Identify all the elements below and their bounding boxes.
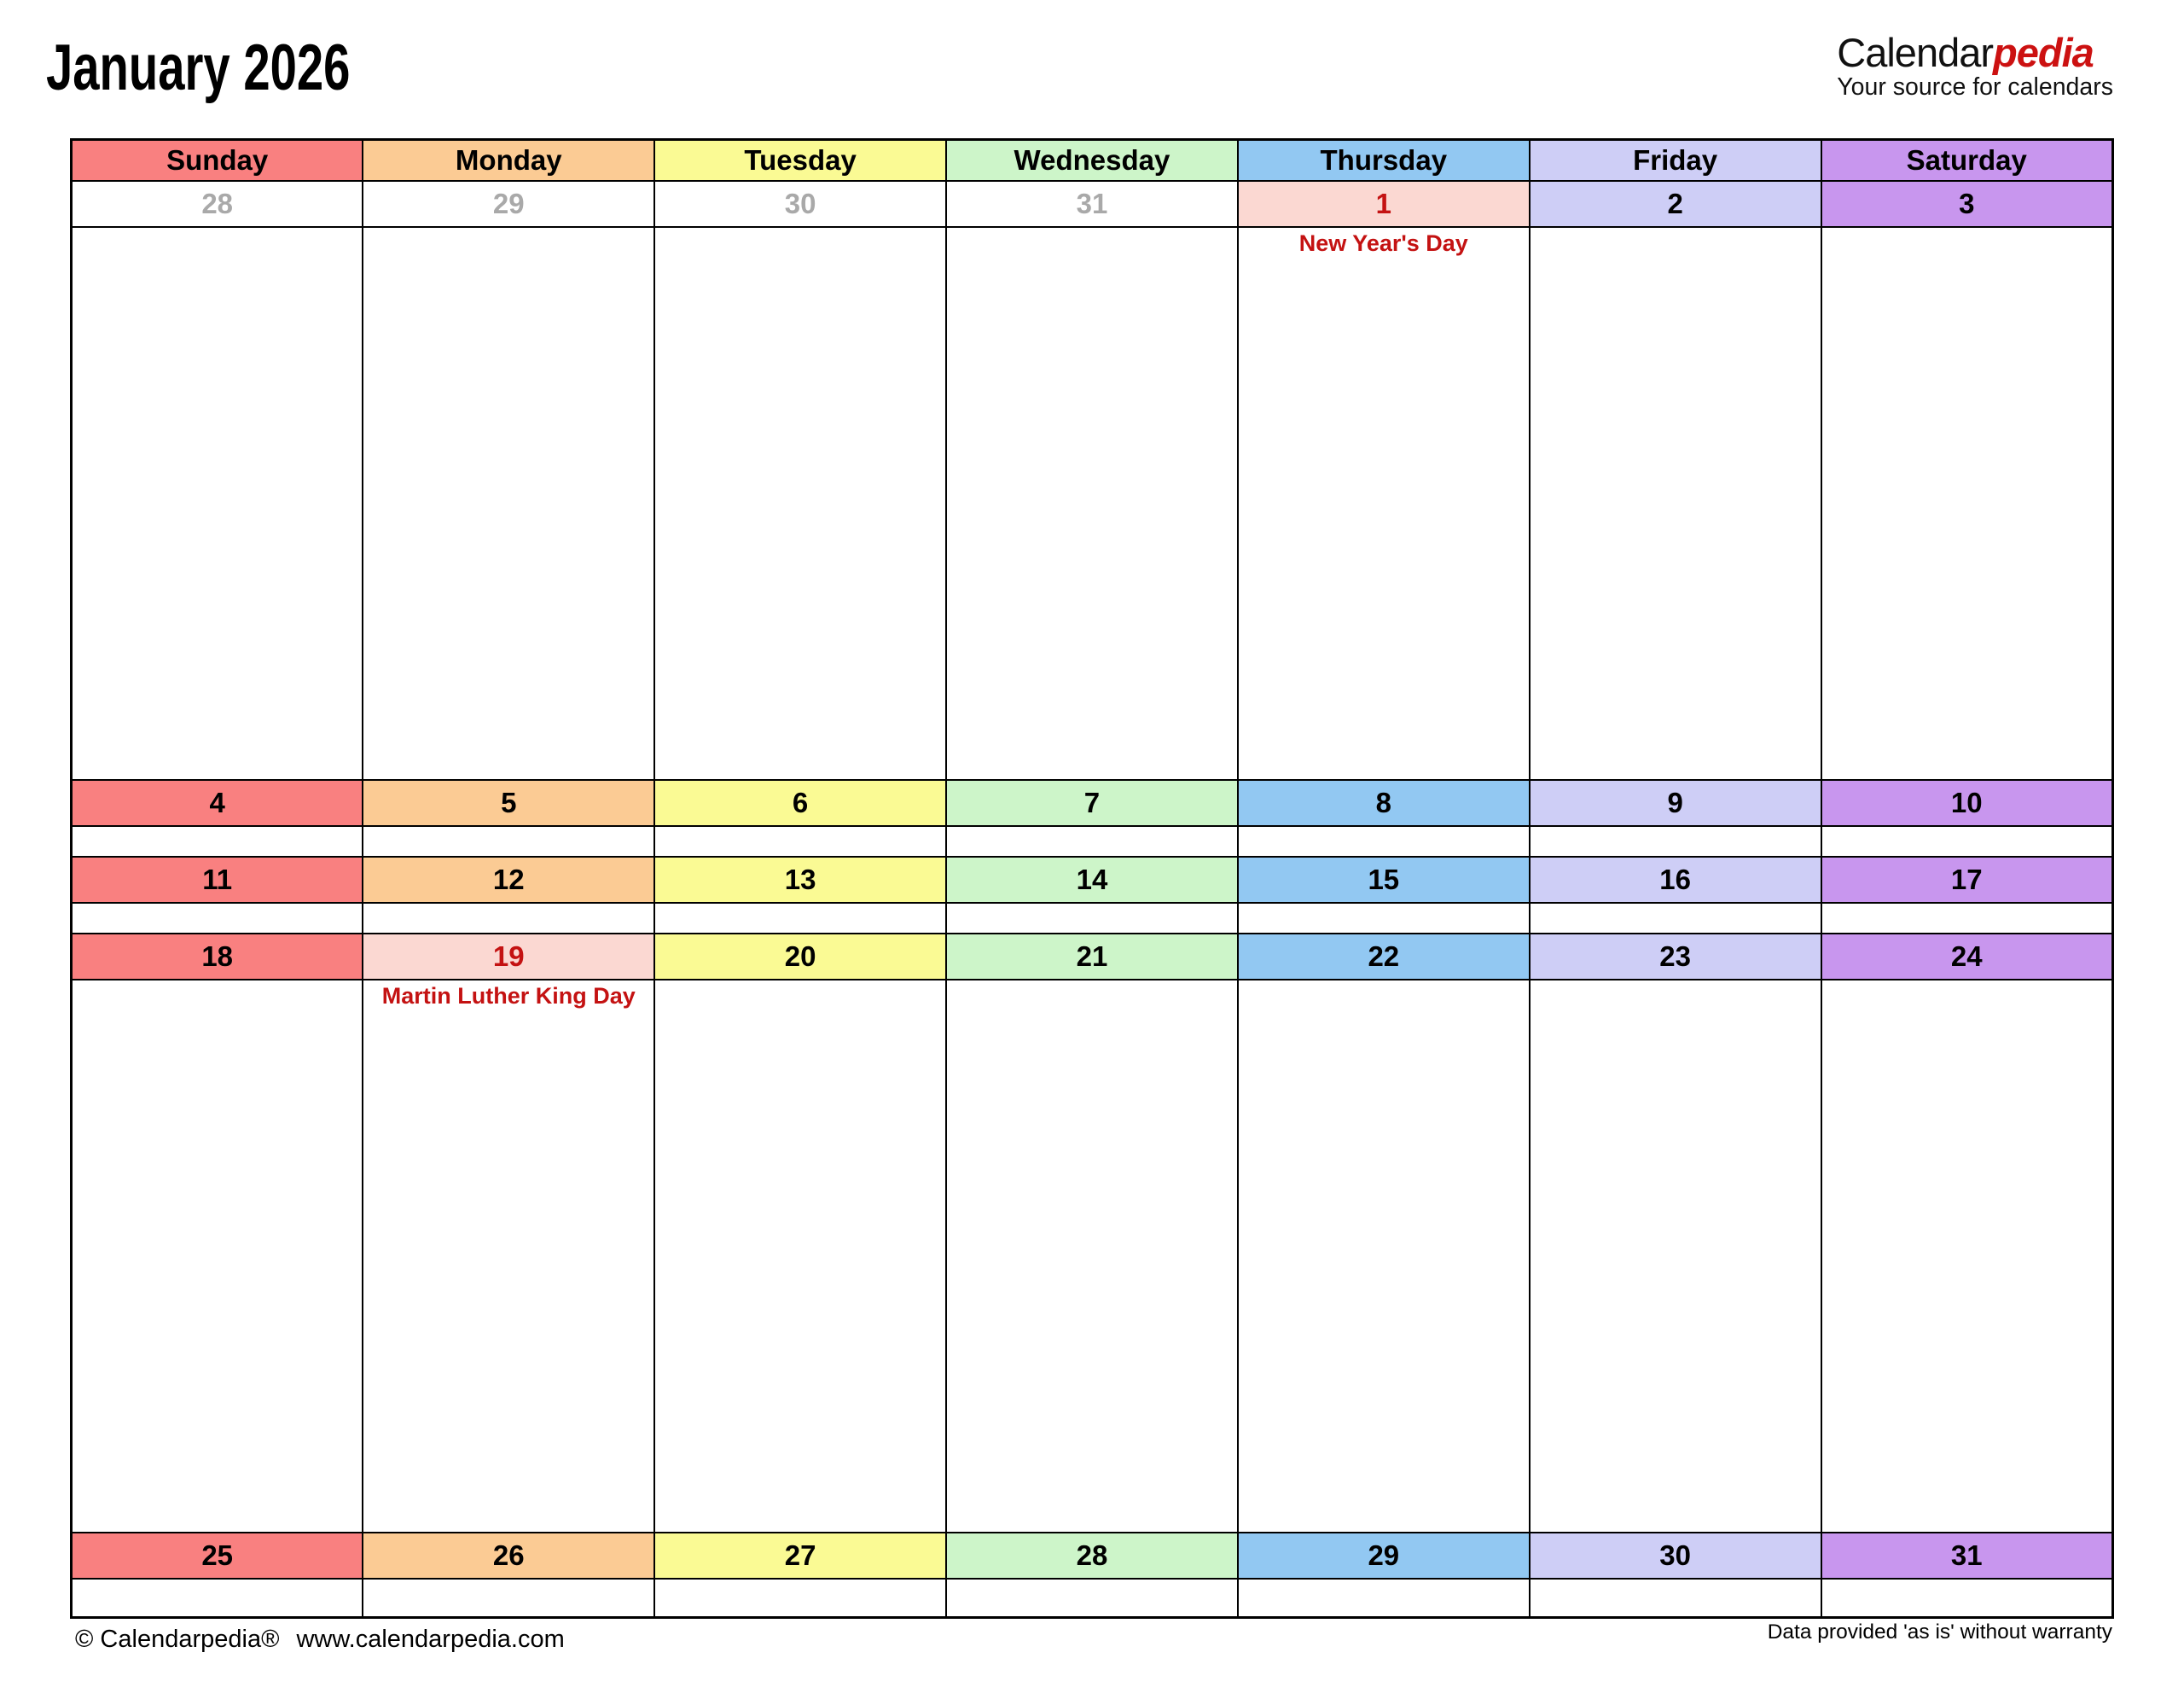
copyright-text: © Calendarpedia® bbox=[75, 1626, 280, 1653]
date-cell-25: 25 bbox=[72, 1533, 363, 1579]
logo-tagline: Your source for calendars bbox=[1837, 73, 2113, 101]
week-2-date-row bbox=[72, 780, 2113, 826]
day-body-17 bbox=[1821, 903, 2113, 934]
page-title: January 2026 bbox=[46, 32, 351, 104]
day-body-14 bbox=[946, 903, 1238, 934]
day-body-5 bbox=[363, 826, 654, 857]
week-1-date-row bbox=[72, 181, 2113, 227]
week-3-body-row bbox=[72, 903, 2113, 934]
calendar-grid bbox=[70, 138, 2114, 1619]
week-1-body-row bbox=[72, 227, 2113, 780]
day-body-22 bbox=[1238, 980, 1530, 1533]
week-5-date-row bbox=[72, 1533, 2113, 1579]
footer-disclaimer: Data provided 'as is' without warranty bbox=[1767, 1620, 2112, 1644]
day-body-10 bbox=[1821, 826, 2113, 857]
logo-wordmark bbox=[1837, 32, 2113, 73]
day-header-friday: Friday bbox=[1530, 140, 1821, 181]
day-body-11 bbox=[72, 903, 363, 934]
day-body-20 bbox=[654, 980, 946, 1533]
calendarpedia-logo[interactable] bbox=[1837, 32, 2113, 100]
day-body-9 bbox=[1530, 826, 1821, 857]
week-2-body-row bbox=[72, 826, 2113, 857]
date-cell-9: 9 bbox=[1530, 780, 1821, 826]
day-body-4 bbox=[72, 826, 363, 857]
calendar-weeks bbox=[72, 181, 2113, 1618]
date-cell-10: 10 bbox=[1821, 780, 2113, 826]
date-cell-31: 31 bbox=[1821, 1533, 2113, 1579]
day-body-18 bbox=[72, 980, 363, 1533]
holiday-label: Martin Luther King Day bbox=[381, 982, 636, 1009]
footer-copyright-block bbox=[75, 1626, 565, 1654]
week-3-date-row bbox=[72, 857, 2113, 903]
day-body-1 bbox=[1238, 227, 1530, 780]
date-cell-3: 3 bbox=[1821, 181, 2113, 227]
date-cell-24: 24 bbox=[1821, 934, 2113, 980]
day-body-12 bbox=[363, 903, 654, 934]
date-cell-1: 1 bbox=[1238, 181, 1530, 227]
day-body-23 bbox=[1530, 980, 1821, 1533]
day-body-7 bbox=[946, 826, 1238, 857]
date-cell-29: 29 bbox=[1238, 1533, 1530, 1579]
logo-text-calendar: Calendar bbox=[1837, 30, 1994, 75]
date-cell-12: 12 bbox=[363, 857, 654, 903]
date-cell-prev-31: 31 bbox=[946, 181, 1238, 227]
date-cell-prev-30: 30 bbox=[654, 181, 946, 227]
day-body-8 bbox=[1238, 826, 1530, 857]
date-cell-14: 14 bbox=[946, 857, 1238, 903]
day-body-26 bbox=[363, 1579, 654, 1617]
logo-text-pedia: pedia bbox=[1993, 30, 2094, 75]
day-body-2 bbox=[1530, 227, 1821, 780]
day-body-16 bbox=[1530, 903, 1821, 934]
date-cell-27: 27 bbox=[654, 1533, 946, 1579]
day-body-24 bbox=[1821, 980, 2113, 1533]
date-cell-11: 11 bbox=[72, 857, 363, 903]
date-cell-23: 23 bbox=[1530, 934, 1821, 980]
date-cell-4: 4 bbox=[72, 780, 363, 826]
date-cell-18: 18 bbox=[72, 934, 363, 980]
date-cell-prev-29: 29 bbox=[363, 181, 654, 227]
date-cell-8: 8 bbox=[1238, 780, 1530, 826]
day-body-21 bbox=[946, 980, 1238, 1533]
day-header-saturday: Saturday bbox=[1821, 140, 2113, 181]
date-cell-16: 16 bbox=[1530, 857, 1821, 903]
day-header-sunday: Sunday bbox=[72, 140, 363, 181]
date-cell-21: 21 bbox=[946, 934, 1238, 980]
date-cell-15: 15 bbox=[1238, 857, 1530, 903]
date-cell-19: 19 bbox=[363, 934, 654, 980]
day-body-13 bbox=[654, 903, 946, 934]
date-cell-7: 7 bbox=[946, 780, 1238, 826]
day-body-27 bbox=[654, 1579, 946, 1617]
date-cell-28: 28 bbox=[946, 1533, 1238, 1579]
date-cell-20: 20 bbox=[654, 934, 946, 980]
date-cell-6: 6 bbox=[654, 780, 946, 826]
calendar-day-header-row bbox=[72, 140, 2113, 181]
day-body-15 bbox=[1238, 903, 1530, 934]
website-link[interactable]: www.calendarpedia.com bbox=[296, 1626, 565, 1653]
day-header-monday: Monday bbox=[363, 140, 654, 181]
day-body-29 bbox=[1238, 1579, 1530, 1617]
week-4-date-row bbox=[72, 934, 2113, 980]
week-5-body-row bbox=[72, 1579, 2113, 1617]
day-body-19 bbox=[363, 980, 654, 1533]
date-cell-30: 30 bbox=[1530, 1533, 1821, 1579]
day-body-30 bbox=[1530, 1579, 1821, 1617]
day-body-28 bbox=[946, 1579, 1238, 1617]
date-cell-13: 13 bbox=[654, 857, 946, 903]
day-header-wednesday: Wednesday bbox=[946, 140, 1238, 181]
date-cell-26: 26 bbox=[363, 1533, 654, 1579]
day-header-thursday: Thursday bbox=[1238, 140, 1530, 181]
day-body-6 bbox=[654, 826, 946, 857]
day-body-prev-29 bbox=[363, 227, 654, 780]
date-cell-5: 5 bbox=[363, 780, 654, 826]
day-body-prev-31 bbox=[946, 227, 1238, 780]
day-body-prev-30 bbox=[654, 227, 946, 780]
date-cell-2: 2 bbox=[1530, 181, 1821, 227]
week-4-body-row bbox=[72, 980, 2113, 1533]
day-header-row bbox=[72, 140, 2113, 181]
date-cell-17: 17 bbox=[1821, 857, 2113, 903]
day-body-31 bbox=[1821, 1579, 2113, 1617]
day-header-tuesday: Tuesday bbox=[654, 140, 946, 181]
day-body-prev-28 bbox=[72, 227, 363, 780]
day-body-3 bbox=[1821, 227, 2113, 780]
date-cell-prev-28: 28 bbox=[72, 181, 363, 227]
date-cell-22: 22 bbox=[1238, 934, 1530, 980]
holiday-label: New Year's Day bbox=[1298, 230, 1468, 256]
day-body-25 bbox=[72, 1579, 363, 1617]
